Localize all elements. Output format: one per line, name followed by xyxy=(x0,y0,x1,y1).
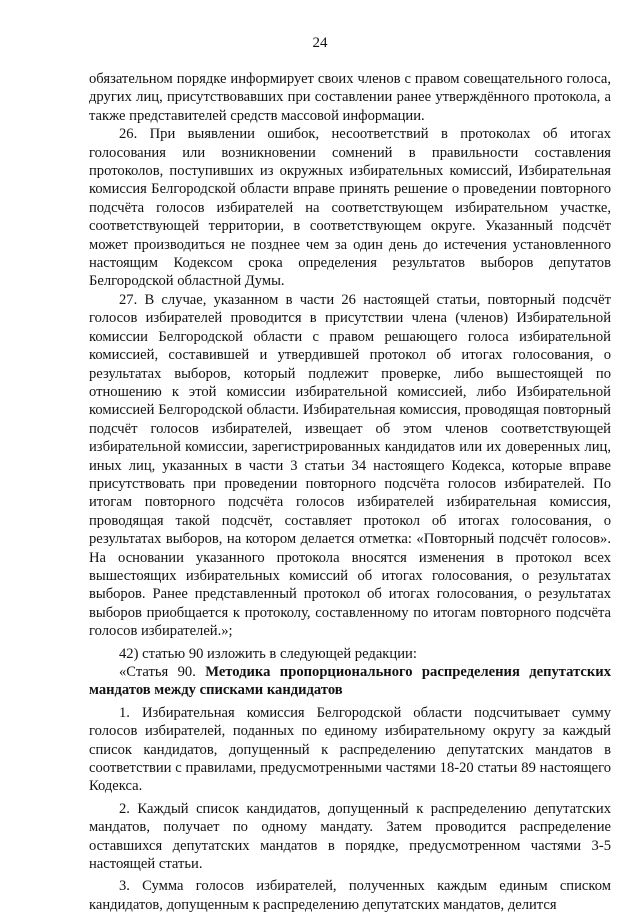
paragraph-1: 1. Избирательная комиссия Белгородской области подсчитывает сумму голосов избирателей, поданных по единому избирательному округу за каждый список кандидатов, допущенный к распределению депутатских мандатов в соответствии с правилами, предусмотренными частями 18-20 статьи 89 настоящего Кодекса. xyxy=(89,704,611,795)
paragraph-27: 27. В случае, указанном в части 26 настоящей статьи, повторный подсчёт голосов избирателей проводится в присутствии члена (членов) Избирательной комиссии Белгородской области с правом решающего голоса избирательной комиссией, составившей и утвердившей протокол об итогах голосования, о результатах выборов, который подлежит проверке, либо вышестоящей по отношению к этой комиссии избирательной комиссией, либо Избирательной комиссией Белгородской области. Избирательная комиссия, проводящая повторный подсчёт голосов избирателей, извещает об этом членов соответствующей избирательной комиссии, зарегистрированных кандидатов или их доверенных лиц, иных лиц, указанных в части 3 статьи 34 настоящего Кодекса, которые вправе присутствовать при проведении повторного подсчёта голосов избирателей. По итогам повторного подсчёта голосов избирателей избирательная комиссия, проводящая такой подсчёт, составляет протокол об итогах голосования, о результатах выборов, на котором делается отметка: «Повторный подсчёт голосов». На основании указанного протокола вносятся изменения в протокол всех вышестоящих избирательных комиссий об итогах голосования, о результатах выборов. Ранее представленный протокол об итогах голосования, о результатах выборов приобщается к протоколу, составленному по итогам повторного подсчёта голосов избирателей.»; xyxy=(89,291,611,640)
paragraph-3: 3. Сумма голосов избирателей, полученных каждым единым списком кандидатов, допущенным к распределению депутатских мандатов, делится xyxy=(89,878,611,913)
paragraph-continuation: обязательном порядке информирует своих членов с правом совещательного голоса, других лиц, присутствовавших при составлении ранее утверждённого протокола, а также представителей средств массовой информации. xyxy=(89,71,611,124)
document-body xyxy=(89,70,611,914)
paragraph-26: 26. При выявлении ошибок, несоответствий в протоколах об итогах голосования или возникновении сомнений в правильности составления протоколов, поступивших из окружных избирательных комиссий, Избирательная комиссия Белгородской области вправе принять решение о проведении повторного подсчёта голосов избирателей на соответствующем избирательном участке, соответствующей территории, в соответствующем округе. Указанный подсчёт может производиться не позднее чем за один день до истечения установленного настоящим Кодексом срока определения результатов выборов депутатов Белгородской областной Думы. xyxy=(89,126,611,290)
article-90-heading xyxy=(89,663,611,700)
paragraph-2: 2. Каждый список кандидатов, допущенный к распределению депутатских мандатов, получает по одному мандату. Затем проводится распределение оставшихся депутатских мандатов в порядке, предусмотренном частями 3-5 настоящей статьи. xyxy=(89,800,611,873)
paragraph-42: 42) статью 90 изложить в следующей редакции: xyxy=(119,645,417,662)
page-number: 24 xyxy=(312,35,328,51)
article-90-title: Методика пропорционального распределения депутатских мандатов между списками кандидатов xyxy=(89,664,612,699)
article-90-prefix: «Статья 90. xyxy=(119,664,206,680)
